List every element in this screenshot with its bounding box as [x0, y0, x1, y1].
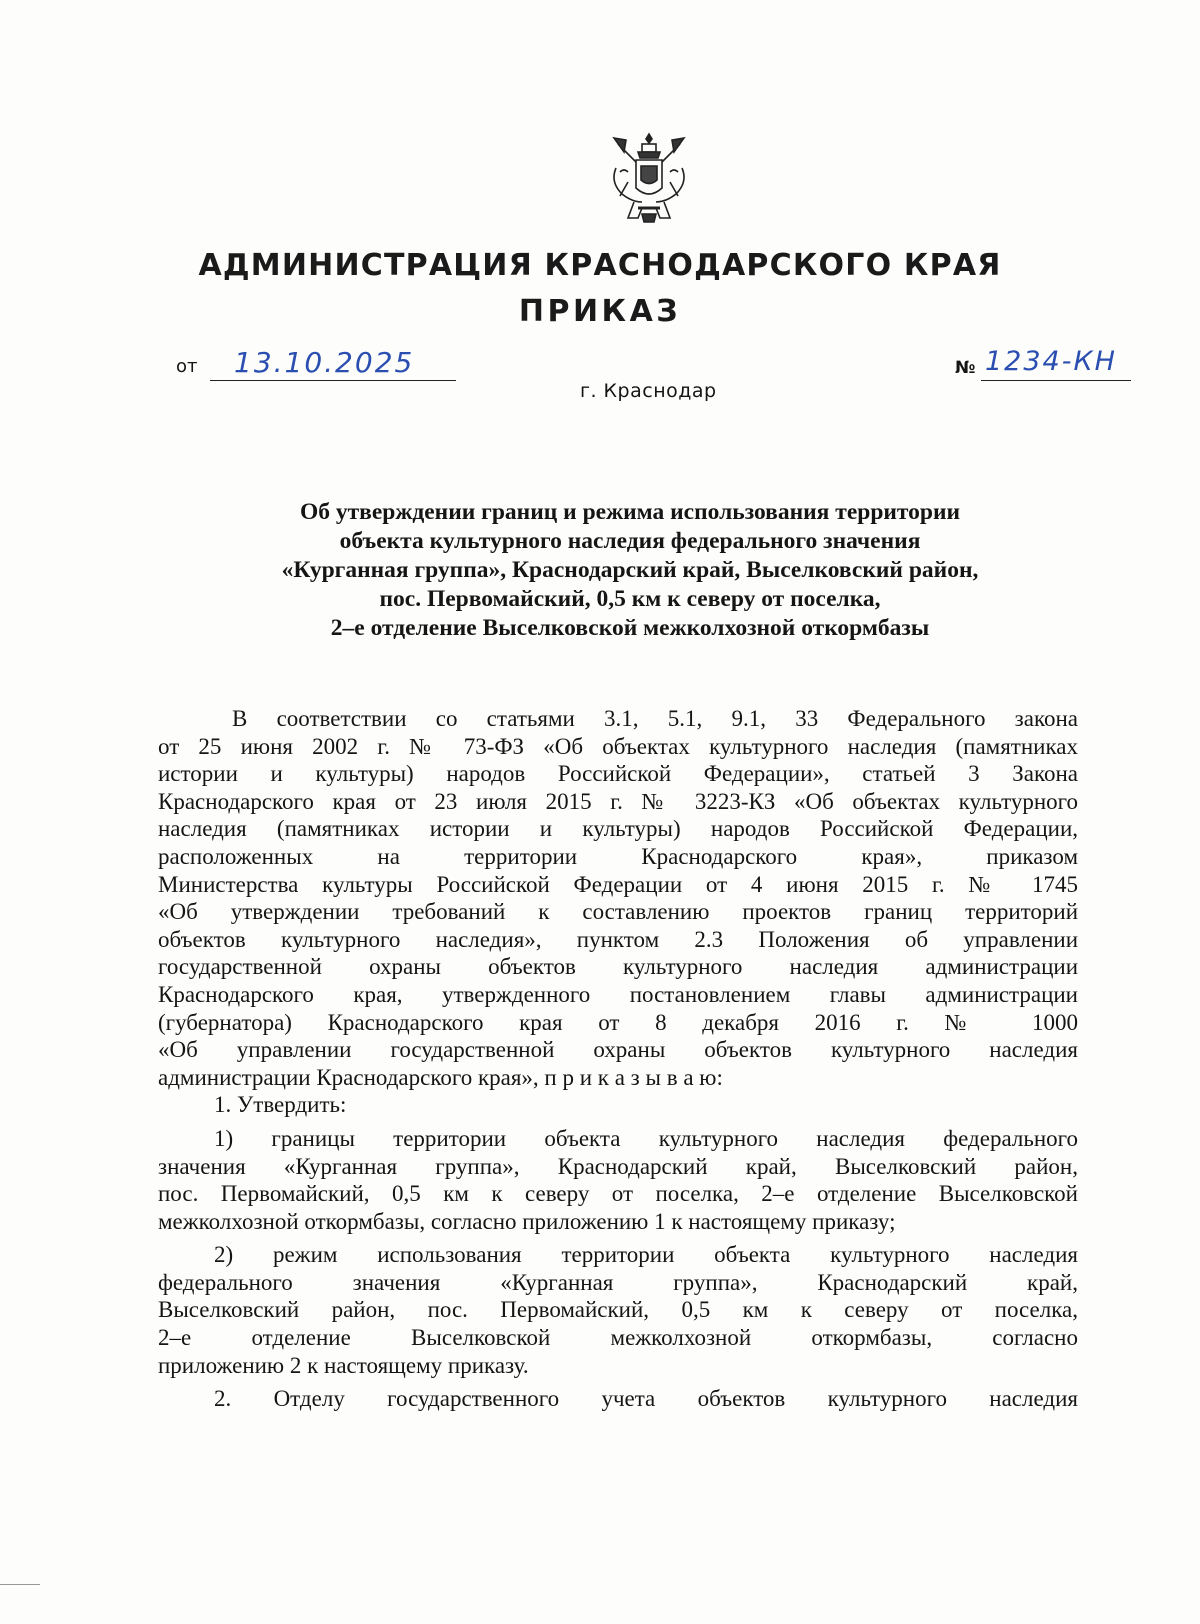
- number-field: [955, 346, 1145, 388]
- text-line: объектов культурного наследия», пунктом 2.3 Положения об управлении: [158, 926, 1078, 952]
- text-line: 2) режим использования территории объекта культурного наследия: [214, 1242, 1078, 1268]
- text-line: значения «Курганная группа», Краснодарский край, Выселковский район,: [158, 1153, 1078, 1179]
- document-body: [158, 705, 1078, 1413]
- document-type: ПРИКАЗ: [518, 294, 682, 329]
- date-field: [176, 346, 466, 388]
- text-line: приложению 2 к настоящему приказу.: [158, 1352, 529, 1378]
- text-line: Краснодарского края, утвержденного постановлением главы администрации: [158, 981, 1078, 1007]
- text-line: 2–е отделение Выселковской межколхозной откормбазы, согласно: [158, 1325, 1078, 1351]
- number-value-handwritten: 1234-КН: [985, 346, 1117, 377]
- scan-margin-mark: [0, 1584, 40, 1585]
- date-value-handwritten: 13.10.2025: [234, 346, 415, 379]
- item-2-paragraph: [158, 1385, 1078, 1413]
- text-line: пос. Первомайский, 0,5 км к северу от поселка, 2–е отделение Выселковской: [158, 1181, 1078, 1207]
- text-line: «Об управлении государственной охраны объектов культурного наследия: [158, 1037, 1078, 1063]
- text-line: федерального значения «Курганная группа», Краснодарский край,: [158, 1269, 1078, 1295]
- city: г. Краснодар: [580, 380, 717, 402]
- text-line: от 25 июня 2002 г. № 73-ФЗ «Об объектах культурного наследия (памятниках: [158, 733, 1078, 759]
- text-line: государственной охраны объектов культурного наследия администрации: [158, 954, 1078, 980]
- coat-of-arms-emblem: [608, 132, 690, 226]
- text-line: расположенных на территории Краснодарского края», приказом: [158, 843, 1078, 869]
- text-line: истории и культуры) народов Российской Федерации», статьей 3 Закона: [158, 761, 1078, 787]
- text-line: 1) границы территории объекта культурного наследия федерального: [214, 1125, 1078, 1151]
- number-prefix: №: [955, 358, 976, 378]
- text-line: наследия (памятниках истории и культуры) народов Российской Федерации,: [158, 816, 1078, 842]
- text-line: Министерства культуры Российской Федерации от 4 июня 2015 г. № 1745: [158, 871, 1078, 897]
- title-line: «Курганная группа», Краснодарский край, Выселковский район,: [281, 557, 979, 583]
- date-prefix: от: [176, 356, 198, 377]
- text-line: «Об утверждении требований к составлению проектов границ территорий: [158, 899, 1078, 925]
- text-line: Выселковский район, пос. Первомайский, 0,5 км к северу от поселка,: [158, 1297, 1078, 1323]
- date-underline: [210, 380, 456, 381]
- text-line: (губернатора) Краснодарского края от 8 декабря 2016 г. № 1000: [158, 1009, 1078, 1035]
- preamble-paragraph: [158, 705, 1078, 1091]
- organization-name: АДМИНИСТРАЦИЯ КРАСНОДАРСКОГО КРАЯ: [198, 248, 1002, 283]
- item-1-1-paragraph: [158, 1125, 1078, 1235]
- title-line: пос. Первомайский, 0,5 км к северу от поселка,: [379, 586, 881, 612]
- item-1-heading: 1. Утвердить:: [214, 1092, 347, 1118]
- text-line: Краснодарского края от 23 июля 2015 г. № 3223-КЗ «Об объектах культурного: [158, 788, 1078, 814]
- title-line: объекта культурного наследия федерального значения: [339, 528, 921, 554]
- text-line: 2. Отделу государственного учета объектов культурного наследия: [214, 1386, 1078, 1412]
- number-underline: [981, 380, 1131, 381]
- text-line: администрации Краснодарского края», п р и к а з ы в а ю:: [158, 1064, 723, 1090]
- title-line: 2–е отделение Выселковской межколхозной откормбазы: [330, 615, 930, 641]
- item-1-2-paragraph: [158, 1241, 1078, 1379]
- document-title: [160, 498, 1100, 643]
- title-line: Об утверждении границ и режима использования территории: [299, 499, 961, 525]
- text-line: межколхозной откормбазы, согласно приложению 1 к настоящему приказу;: [158, 1208, 896, 1234]
- text-line: В соответствии со статьями 3.1, 5.1, 9.1, 33 Федерального закона: [232, 706, 1078, 731]
